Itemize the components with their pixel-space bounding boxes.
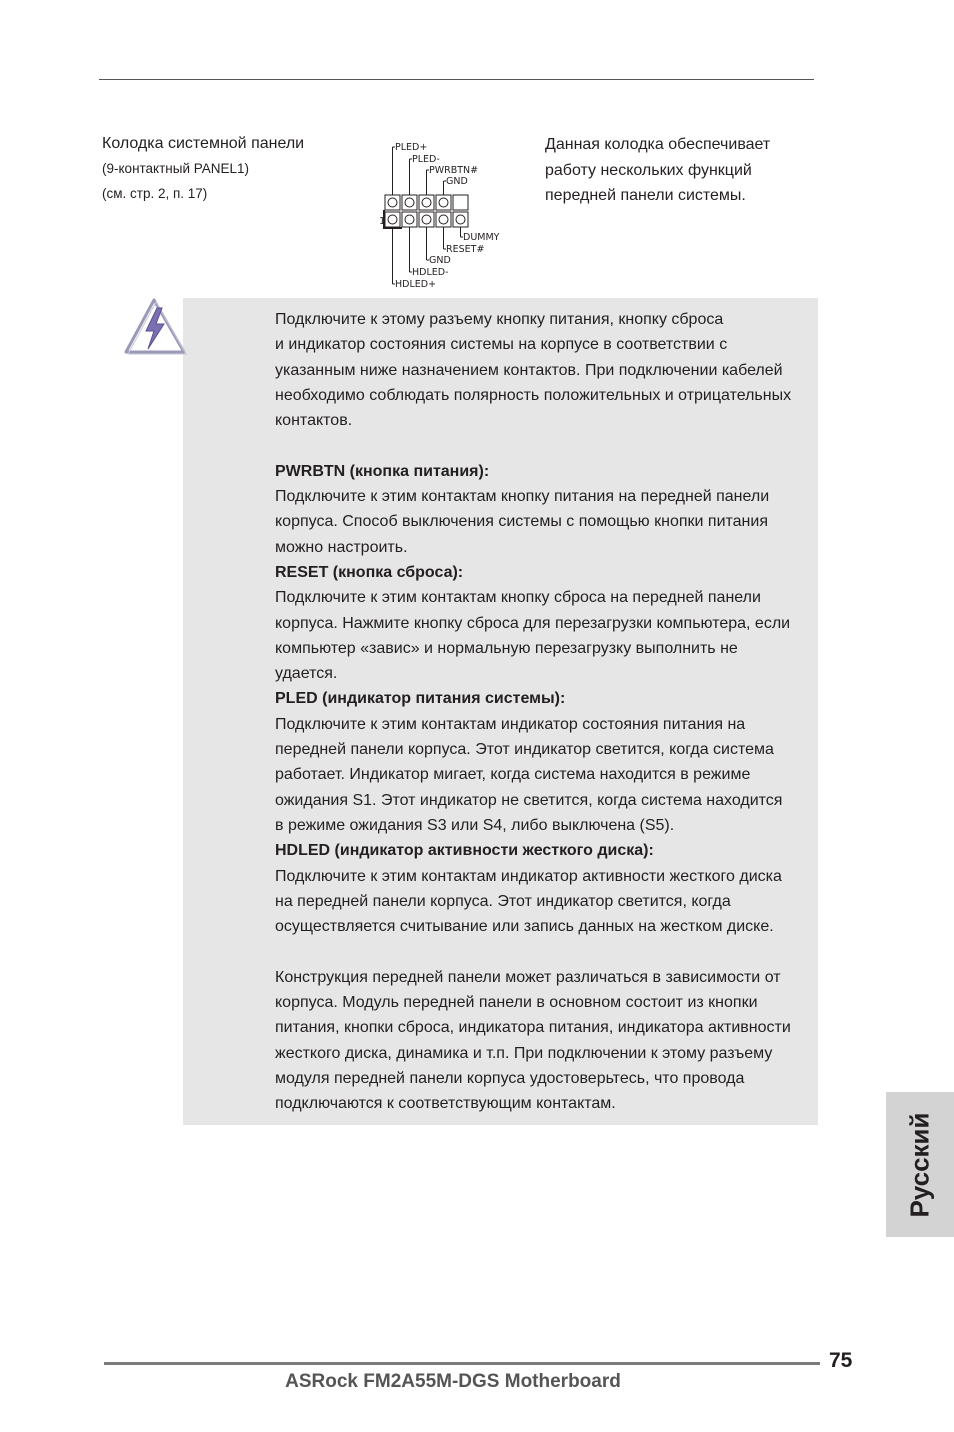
header-right-line: работу нескольких функций bbox=[545, 161, 752, 179]
page-number: 75 bbox=[829, 1349, 853, 1372]
reset-line: Подключите к этим контактам кнопку сброса на передней панели bbox=[275, 589, 761, 607]
pin-label-reset: RESET# bbox=[446, 244, 485, 255]
top-rule bbox=[99, 79, 814, 80]
hdled-line: на передней панели корпуса. Этот индикатор светится, когда bbox=[275, 892, 731, 910]
outro-line: питания, кнопки сброса, индикатора питания, индикатора активности bbox=[275, 1019, 791, 1037]
connector-title: Колодка системной панели bbox=[102, 135, 305, 152]
connector-reference: (см. стр. 2, п. 17) bbox=[102, 186, 208, 201]
outro-line: Конструкция передней панели может различаться в зависимости от bbox=[275, 968, 781, 986]
pwrbtn-line: Подключите к этим контактам кнопку питания на передней панели bbox=[275, 488, 770, 506]
bottom-rule bbox=[104, 1362, 820, 1365]
header-left bbox=[102, 134, 304, 206]
outro-line: корпуса. Модуль передней панели в основном состоит из кнопки bbox=[275, 994, 758, 1012]
pin-label-dummy: DUMMY bbox=[463, 232, 500, 243]
pwrbtn-heading: PWRBTN (кнопка питания): bbox=[275, 462, 490, 480]
reset-line: корпуса. Нажмите кнопку сброса для перезагрузки компьютера, если bbox=[275, 614, 791, 632]
intro-line: и индикатор состояния системы на корпусе в соответствии с bbox=[275, 336, 728, 354]
hdled-line: осуществляется считывание или запись данных на жестком диске. bbox=[275, 918, 774, 936]
language-tab-label: Русский bbox=[904, 1111, 935, 1218]
panel1-pin-diagram bbox=[378, 140, 508, 292]
outro-line: подключаются к соответствующим контактам. bbox=[275, 1095, 616, 1113]
reset-heading: RESET (кнопка сброса): bbox=[275, 563, 464, 581]
pled-heading: PLED (индикатор питания системы): bbox=[275, 690, 566, 708]
paragraph-gap bbox=[275, 433, 835, 458]
outro-line: жесткого диска, динамика и т.п. При подключении к этому разъему bbox=[275, 1044, 773, 1062]
pled-line: в режиме ожидания S3 или S4, либо выключена (S5). bbox=[275, 816, 675, 834]
note-body bbox=[275, 307, 835, 1117]
intro-line: Подключите к этому разъему кнопку питания, кнопку сброса bbox=[275, 311, 724, 328]
warning-lightning-icon bbox=[124, 296, 188, 356]
header-right bbox=[545, 132, 770, 209]
pled-line: Подключите к этим контактам индикатор состояния питания на bbox=[275, 715, 746, 733]
intro-line: необходимо соблюдать полярность положительных и отрицательных bbox=[275, 386, 792, 404]
pwrbtn-line: можно настроить. bbox=[275, 538, 408, 556]
footer bbox=[0, 1371, 954, 1393]
header-right-line: передней панели системы. bbox=[545, 187, 746, 204]
pled-line: передней панели корпуса. Этот индикатор светится, когда система bbox=[275, 741, 774, 759]
pin-label-pwrbtn: PWRBTN# bbox=[429, 165, 479, 176]
pin-label-hdled-plus: HDLED+ bbox=[395, 279, 437, 290]
header-right-line: Данная колодка обеспечивает bbox=[545, 136, 771, 153]
pin-label-pled-minus: PLED- bbox=[412, 154, 440, 165]
connector-subtitle: (9-контактный PANEL1) bbox=[102, 161, 250, 176]
pled-line: работает. Индикатор мигает, когда система находится в режиме bbox=[275, 766, 751, 784]
footer-text: ASRock FM2A55M-DGS Motherboard bbox=[285, 1371, 621, 1392]
hdled-heading: HDLED (индикатор активности жесткого диска): bbox=[275, 842, 654, 860]
reset-line: удается. bbox=[275, 665, 338, 683]
pled-line: ожидания S1. Этот индикатор не светится, когда система находится bbox=[275, 791, 783, 809]
language-tab bbox=[886, 1092, 954, 1237]
pin-label-gnd-bottom: GND bbox=[429, 255, 451, 266]
paragraph-gap bbox=[275, 939, 835, 964]
pin-one-label: 1 bbox=[379, 216, 386, 227]
reset-line: компьютер «завис» и нормальную перезагрузку выполнить не bbox=[275, 639, 738, 657]
intro-line: указанным ниже назначением контактов. При подключении кабелей bbox=[275, 361, 783, 379]
intro-line: контактов. bbox=[275, 412, 353, 430]
pin-label-hdled-minus: HDLED- bbox=[412, 267, 449, 278]
pwrbtn-line: корпуса. Способ выключения системы с помощью кнопки питания bbox=[275, 513, 768, 531]
pin-label-pled-plus: PLED+ bbox=[395, 142, 428, 153]
pin-label-gnd-top: GND bbox=[446, 176, 468, 187]
hdled-line: Подключите к этим контактам индикатор активности жесткого диска bbox=[275, 867, 782, 885]
outro-line: модуля передней панели корпуса удостоверьтесь, что провода bbox=[275, 1069, 745, 1087]
